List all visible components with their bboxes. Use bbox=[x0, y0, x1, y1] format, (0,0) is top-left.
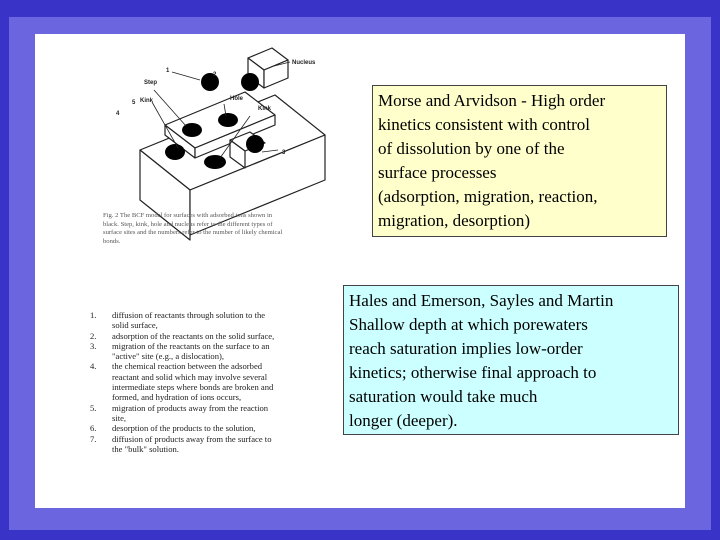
list-item-line: site, bbox=[112, 412, 127, 423]
list-item-line: migration of the reactants on the surface to an bbox=[112, 340, 270, 351]
list-item-number: 3. bbox=[90, 340, 97, 351]
textbox-line: (adsorption, migration, reaction, bbox=[378, 187, 598, 206]
list-item bbox=[90, 403, 340, 424]
caption-line: bonds. bbox=[103, 238, 121, 246]
list-item bbox=[90, 310, 340, 331]
ion-4 bbox=[165, 144, 185, 160]
textbox-line: surface processes bbox=[378, 163, 497, 182]
list-item bbox=[90, 361, 340, 402]
list-item-line: intermediate steps where bonds are broken and bbox=[112, 382, 274, 393]
list-item-line: desorption of the products to the solution, bbox=[112, 423, 256, 434]
morse-arvidson-textbox bbox=[372, 85, 667, 237]
label-num-1: 1 bbox=[166, 68, 170, 74]
label-kink-left: Kink bbox=[140, 98, 154, 104]
list-item-line: "active" site (e.g., a dislocation), bbox=[112, 351, 225, 362]
textbox-line: kinetics consistent with control bbox=[378, 115, 590, 134]
figure-caption bbox=[103, 212, 335, 247]
label-num-5: 5 bbox=[132, 100, 136, 106]
list-item-line: solid surface, bbox=[112, 320, 158, 331]
dissolution-process-list bbox=[90, 310, 340, 454]
label-kink-right: Kink bbox=[258, 106, 272, 112]
textbox-line: saturation would take much bbox=[349, 387, 538, 406]
caption-line: Fig. 2 The BCF model for surfaces with adsorbed ions shown in bbox=[103, 212, 273, 219]
textbox-line: Shallow depth at which porewaters bbox=[349, 315, 588, 334]
caption-line: surface sites and the numbers refer to the number of likely chemical bbox=[103, 229, 283, 237]
list-item bbox=[90, 434, 340, 455]
label-hole: Hole bbox=[230, 96, 244, 102]
ion-3 bbox=[246, 135, 264, 153]
list-item-number: 7. bbox=[90, 433, 97, 444]
list-item-line: the chemical reaction between the adsorbed bbox=[112, 361, 263, 372]
ion-kink bbox=[204, 155, 226, 169]
textbox-line: reach saturation implies low-order bbox=[349, 339, 583, 358]
ion-hole bbox=[218, 113, 238, 127]
label-num-2: 2 bbox=[213, 72, 217, 78]
ion-2 bbox=[241, 73, 259, 91]
label-num-3: 3 bbox=[282, 150, 286, 156]
list-item-line: the "bulk" solution. bbox=[112, 443, 179, 454]
textbox-line: longer (deeper). bbox=[349, 411, 458, 430]
list-item bbox=[90, 331, 340, 341]
list-item-line: migration of products away from the reaction bbox=[112, 402, 269, 413]
list-item-line: adsorption of the reactants on the solid surface, bbox=[112, 330, 275, 341]
label-step: Step bbox=[144, 80, 158, 86]
label-num-4: 4 bbox=[116, 111, 120, 117]
textbox-line: of dissolution by one of the bbox=[378, 139, 565, 158]
list-item bbox=[90, 423, 340, 433]
list-item-line: formed, and hydration of ions occurs, bbox=[112, 392, 242, 403]
list-item-number: 1. bbox=[90, 310, 97, 320]
list-item-number: 2. bbox=[90, 330, 97, 341]
list-item-line: reactant and solid which may involve several bbox=[112, 371, 268, 382]
list-item-number: 6. bbox=[90, 423, 97, 434]
list-item-number: 4. bbox=[90, 361, 97, 372]
textbox-line: kinetics; otherwise final approach to bbox=[349, 363, 597, 382]
label-nucleus: Nucleus bbox=[292, 60, 316, 66]
textbox-line: migration, desorption) bbox=[378, 211, 531, 230]
caption-line: black. Step, kink, hole and nucleus refer to the different types of bbox=[103, 220, 273, 228]
textbox-line: Morse and Arvidson - High order bbox=[378, 91, 606, 110]
list-item bbox=[90, 341, 340, 362]
textbox-line: Hales and Emerson, Sayles and Martin bbox=[349, 291, 614, 310]
list-item-number: 5. bbox=[90, 402, 97, 413]
list-item-line: diffusion of reactants through solution to the bbox=[112, 310, 266, 320]
list-item-line: diffusion of products away from the surface to bbox=[112, 433, 272, 444]
hales-emerson-textbox bbox=[343, 285, 679, 435]
